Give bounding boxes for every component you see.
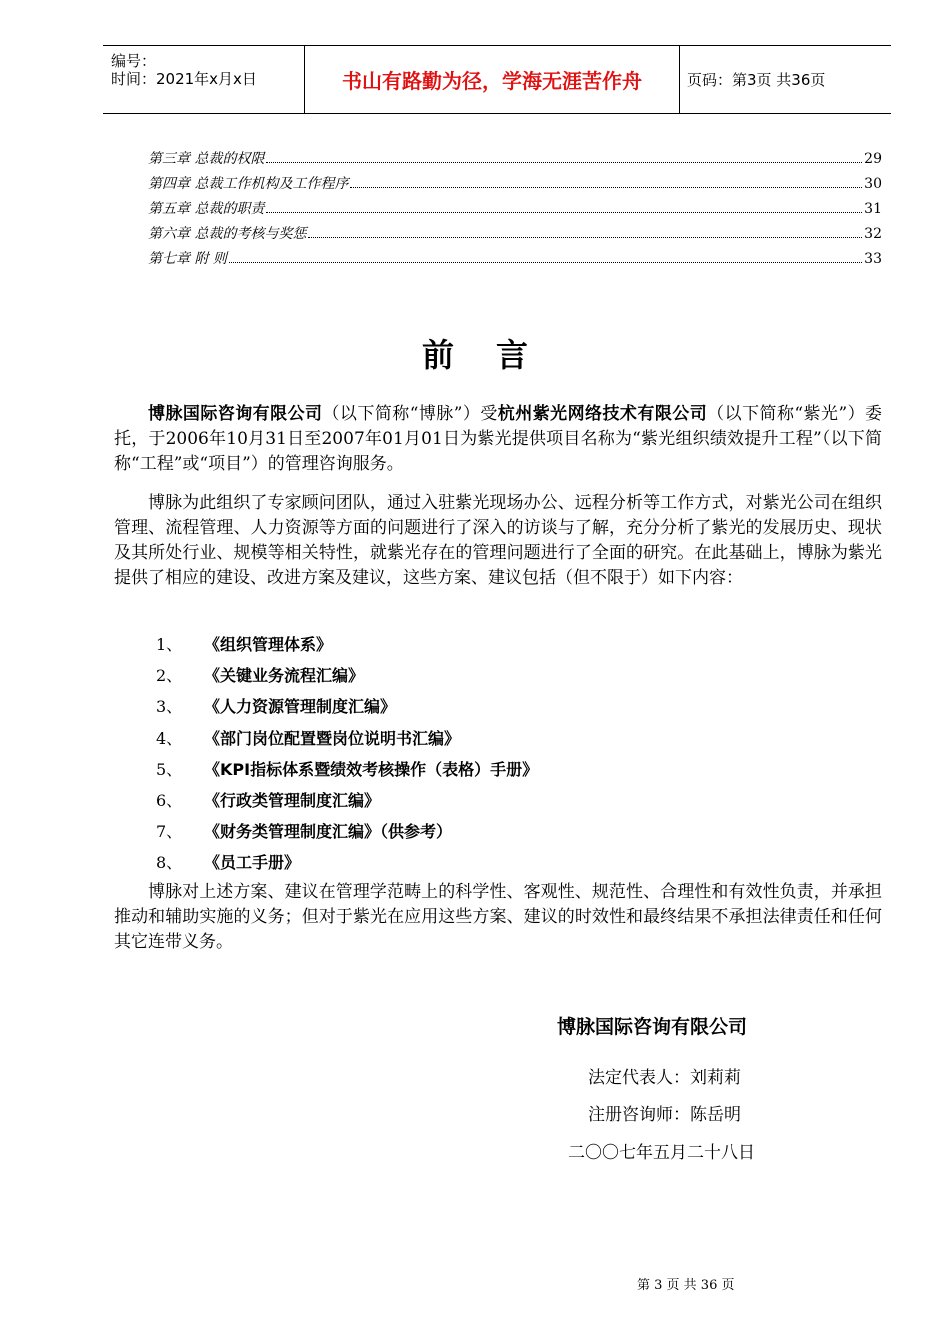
table-of-contents: [148, 148, 882, 273]
toc-leader: [229, 261, 862, 263]
toc-entry[interactable]: [148, 223, 882, 248]
toc-page: 30: [864, 176, 882, 192]
number-label: 编号：: [111, 52, 157, 70]
toc-entry[interactable]: [148, 198, 882, 223]
signature-consultant: 注册咨询师：陈岳明: [588, 1105, 741, 1125]
toc-title: 第七章 附 则: [148, 251, 227, 267]
toc-leader: [266, 211, 862, 213]
toc-page: 33: [864, 251, 882, 267]
toc-title: 第五章 总裁的职责: [148, 201, 265, 217]
client-company: 杭州紫光网络技术有限公司: [497, 404, 708, 424]
toc-title: 第四章 总裁工作机构及工作程序: [148, 176, 349, 192]
list-item: 6、 《行政类管理制度汇编》: [156, 791, 381, 811]
toc-leader: [350, 186, 862, 188]
list-item: 4、 《部门岗位配置暨岗位说明书汇编》: [156, 728, 461, 748]
toc-leader: [266, 161, 862, 163]
motto: 书山有路勤为径，学海无涯苦作舟: [304, 46, 680, 113]
page-title: 前言: [421, 336, 570, 374]
toc-entry[interactable]: [148, 148, 882, 173]
signature-company: 博脉国际咨询有限公司: [557, 1016, 748, 1038]
consultant-company: 博脉国际咨询有限公司: [148, 404, 323, 424]
toc-title: 第三章 总裁的权限: [148, 151, 265, 167]
list-item: 3、 《人力资源管理制度汇编》: [156, 697, 397, 717]
header-table: [103, 45, 891, 114]
list-item: 2、 《关键业务流程汇编》: [156, 666, 365, 686]
time-label: 时间：2021年x月x日: [111, 70, 257, 88]
toc-title: 第六章 总裁的考核与奖惩: [148, 226, 307, 242]
signature-representative: 法定代表人：刘莉莉: [588, 1068, 741, 1088]
intro-text-1: （以下简称“博脉”）受: [322, 404, 498, 424]
toc-entry[interactable]: [148, 173, 882, 198]
toc-page: 32: [864, 226, 882, 242]
header-meta: [103, 46, 303, 113]
list-item: 5、 《KPI指标体系暨绩效考核操作（表格）手册》: [156, 759, 539, 779]
toc-page: 29: [864, 151, 882, 167]
toc-page: 31: [864, 201, 882, 217]
disclaimer-paragraph: 博脉对上述方案、建议在管理学范畴上的科学性、客观性、规范性、合理性和有效性负责，并承担推动和辅助实施的义务；但对于紫光在应用这些方案、建议的时效性和最终结果不承担法律责任和任何其它连带义务。: [114, 882, 882, 952]
page-info: 页码：第3页 共36页: [687, 71, 826, 89]
signature-date: 二〇〇七年五月二十八日: [568, 1143, 755, 1163]
list-item: 7、 《财务类管理制度汇编》（供参考）: [156, 822, 453, 842]
method-paragraph: 博脉为此组织了专家顾问团队，通过入驻紫光现场办公、远程分析等工作方式，对紫光公司在组织管理、流程管理、人力资源等方面的问题进行了深入的访谈与了解，充分分析了紫光的发展历史、现状及其所处行业、规模等相关特性，就紫光存在的管理问题进行了全面的研究。在此基础上，博脉为紫光提供了相应的建设、改进方案及建议，这些方案、建议包括（但不限于）如下内容：: [114, 493, 882, 588]
list-item: 8、 《员工手册》: [156, 853, 301, 873]
toc-leader: [308, 236, 862, 238]
intro-text-2: （以下简称“紫光”）委托，于2006年10月31日至2007年01月01日为紫光提供项目名称为“紫光组织绩效提升工程”（以下简称“工程”或“项目”）的管理咨询服务。: [114, 404, 883, 474]
list-item: 1、 《组织管理体系》: [156, 635, 333, 655]
intro-paragraph: [114, 402, 882, 477]
toc-entry[interactable]: [148, 248, 882, 273]
deliverables-list: [156, 628, 756, 878]
page-footer: 第 3 页 共 36 页: [637, 1278, 735, 1293]
